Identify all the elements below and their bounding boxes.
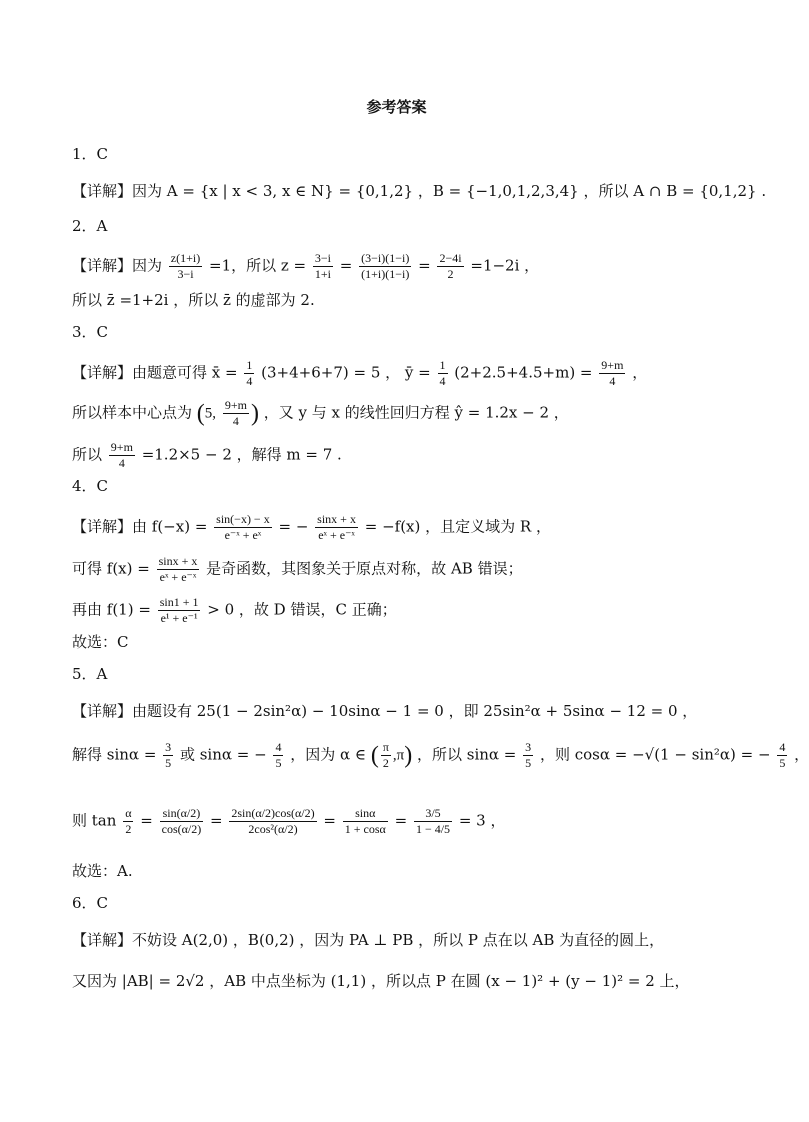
q5-fraction: $\frac{4}{5}$ — [779, 740, 786, 770]
q3-text: 所以 — [72, 445, 103, 464]
q2-lead: 【详解】因为 — [72, 256, 163, 275]
q3-text: =1.2×5 − 2 ，解得 m = 7 . — [141, 445, 342, 464]
q5-solution-line1: 【详解】由题设有 25(1 − 2sin²α) − 10sinα − 1 = 0 ，即 25sin²α + 5sinα − 12 = 0 ， — [72, 702, 698, 720]
q5-solution-line2: 解得 sinα = $\frac{3}{5}$ 或 sinα = − $\frac{4}{5}$ ，因为 α ∈ ( $\frac{\pi}{2}$ ,π) ，所以 sinα = $\frac{3}{5}$ ，则 cosα = −√(1 − sin²α) = − $\frac{4}{5}$ ， — [72, 740, 809, 770]
q4-text: 是奇函数，其图象关于原点对称，故 AB 错误； — [206, 559, 523, 578]
q5-text: = — [323, 811, 336, 830]
q2-equals: = — [418, 256, 431, 275]
q2-solution-line1 — [72, 251, 733, 282]
q4-answer: 故选：C — [72, 633, 129, 651]
q5-fraction: $\frac{\sin\alpha}{1 + \cos\alpha}$ — [344, 806, 386, 836]
q5-text: ， — [794, 745, 809, 764]
q3-text: 所以样本中心点为 — [72, 403, 193, 422]
q3-text: (3+4+6+7) = 5 ， ȳ = — [261, 363, 431, 382]
q5-text: 则 tan — [72, 811, 117, 830]
q5-text: ，因为 α ∈ — [290, 745, 367, 764]
q3-fraction-2: $\frac{1}{4}$ — [439, 358, 446, 388]
q2-solution-line2: 所以 z̄ =1+2i ，所以 z̄ 的虚部为 2. — [72, 291, 315, 309]
q5-number: 5．A — [72, 665, 108, 683]
q5-fraction: $\frac{\sin(\alpha/2)}{\cos(\alpha/2)}$ — [161, 806, 202, 836]
q3-fraction-4: $\frac{9+m}{4}$ — [224, 398, 247, 428]
q1-solution: 【详解】因为 A = {x | x < 3, x ∈ N} = {0,1,2} ，B = {−1,0,1,2,3,4} ，所以 A ∩ B = {0,1,2} . — [72, 182, 767, 200]
q5-text: ,π — [392, 747, 405, 764]
q4-text: > 0 ，故 D 错误，C 正确； — [207, 600, 397, 619]
q5-text: = — [140, 811, 153, 830]
q4-number: 4．C — [72, 477, 109, 495]
page-title: 参考答案 — [366, 98, 427, 116]
q2-fraction-2: $\frac{3-i}{1+i}$ — [314, 251, 332, 281]
q5-text: = — [394, 811, 408, 830]
q3-fraction-1: $\frac{1}{4}$ — [246, 358, 253, 388]
q5-text: 解得 sinα = — [72, 745, 157, 764]
q3-number: 3．C — [72, 323, 109, 341]
q3-fraction-5: $\frac{9+m}{4}$ — [110, 440, 133, 470]
q3-lead: 【详解】由题意可得 x̄ = — [72, 363, 238, 382]
q4-fraction-1: $\frac{\sin(-x) - x}{\text{e⁻ˣ + eˣ}}$ — [216, 512, 270, 542]
q5-fraction: $\frac{4}{5}$ — [275, 740, 282, 770]
q6-solution-line2: 又因为 |AB| = 2√2 ，AB 中点坐标为 (1,1) ，所以点 P 在圆 (x − 1)² + (y − 1)² = 2 上， — [72, 972, 690, 990]
q5-answer: 故选：A. — [72, 862, 133, 880]
q2-text: =1−2i ， — [470, 256, 540, 275]
q2-fraction-4: $\frac{2-4i}{2}$ — [439, 251, 462, 281]
q4-fraction-3: $\frac{\sin x + x}{\text{eˣ + e⁻ˣ}}$ — [158, 554, 198, 584]
q3-solution-line1 — [72, 358, 733, 389]
q4-text: = −f(x) ，且定义域为 R ， — [364, 517, 551, 536]
q3-solution-line2: 所以样本中心点为 (5, $\frac{9+m}{4}$ ) ，又 y 与 x 的线性回归方程 ŷ = 1.2x − 2 ， — [72, 398, 569, 428]
q5-fraction: $\frac{\pi}{2}$ — [382, 740, 389, 770]
q2-fraction-3: $\frac{(3-i)(1-i)}{(1+i)(1-i)}$ — [361, 251, 410, 281]
q5-solution-line3 — [72, 806, 733, 837]
q4-solution-line1 — [72, 512, 733, 543]
q6-solution-line1: 【详解】不妨设 A(2,0) ，B(0,2) ，因为 PA ⊥ PB ，所以 P 点在以 AB 为直径的圆上， — [72, 931, 665, 949]
q3-text: ， — [632, 363, 648, 382]
q3-fraction-3: $\frac{9+m}{4}$ — [601, 358, 624, 388]
q5-text: = 3 ， — [458, 811, 506, 830]
q4-text: 可得 f(x) = — [72, 559, 150, 578]
q4-text: 再由 f(1) = — [72, 600, 151, 619]
q2-number: 2．A — [72, 217, 108, 235]
q3-text: (2+2.5+4.5+m) = — [454, 363, 593, 382]
q2-fraction-1: $\frac{z(1+i)}{3-i}$ — [170, 251, 201, 281]
q4-text: = − — [278, 517, 309, 536]
q3-text: ，又 y 与 x 的线性回归方程 ŷ = 1.2x − 2 ， — [263, 403, 569, 422]
q5-fraction: $\frac{3/5}{1 - 4/5}$ — [415, 806, 451, 836]
q5-fraction: $\frac{2\sin(\alpha/2)\cos(\alpha/2)}{\text{2cos²(α/2)}}$ — [231, 806, 315, 836]
q2-equals: = — [339, 256, 353, 275]
q5-text: 或 sinα = − — [179, 745, 267, 764]
q6-number: 6．C — [72, 894, 109, 912]
q5-text: ，所以 sinα = — [416, 745, 517, 764]
q4-fraction-4: $\frac{\sin 1 + 1}{\text{e¹ + e⁻¹}}$ — [159, 595, 199, 625]
q3-solution-line3 — [72, 440, 733, 471]
q5-fraction: $\frac{\alpha}{2}$ — [125, 806, 132, 836]
q5-text: ，则 cosα = −√(1 − sin²α) = − — [539, 745, 771, 764]
q3-text: 5, — [204, 405, 217, 422]
q1-number: 1．C — [72, 145, 109, 163]
q4-solution-line2 — [72, 554, 733, 585]
q4-solution-line3 — [72, 595, 733, 626]
q4-fraction-2: $\frac{\sin x + x}{\text{eˣ + e⁻ˣ}}$ — [317, 512, 356, 542]
q5-fraction: $\frac{3}{5}$ — [165, 740, 172, 770]
q4-text: 【详解】由 f(−x) = — [72, 517, 208, 536]
q2-text: =1，所以 z = — [209, 256, 307, 275]
q5-fraction: $\frac{3}{5}$ — [525, 740, 532, 770]
q5-text: = — [210, 811, 223, 830]
